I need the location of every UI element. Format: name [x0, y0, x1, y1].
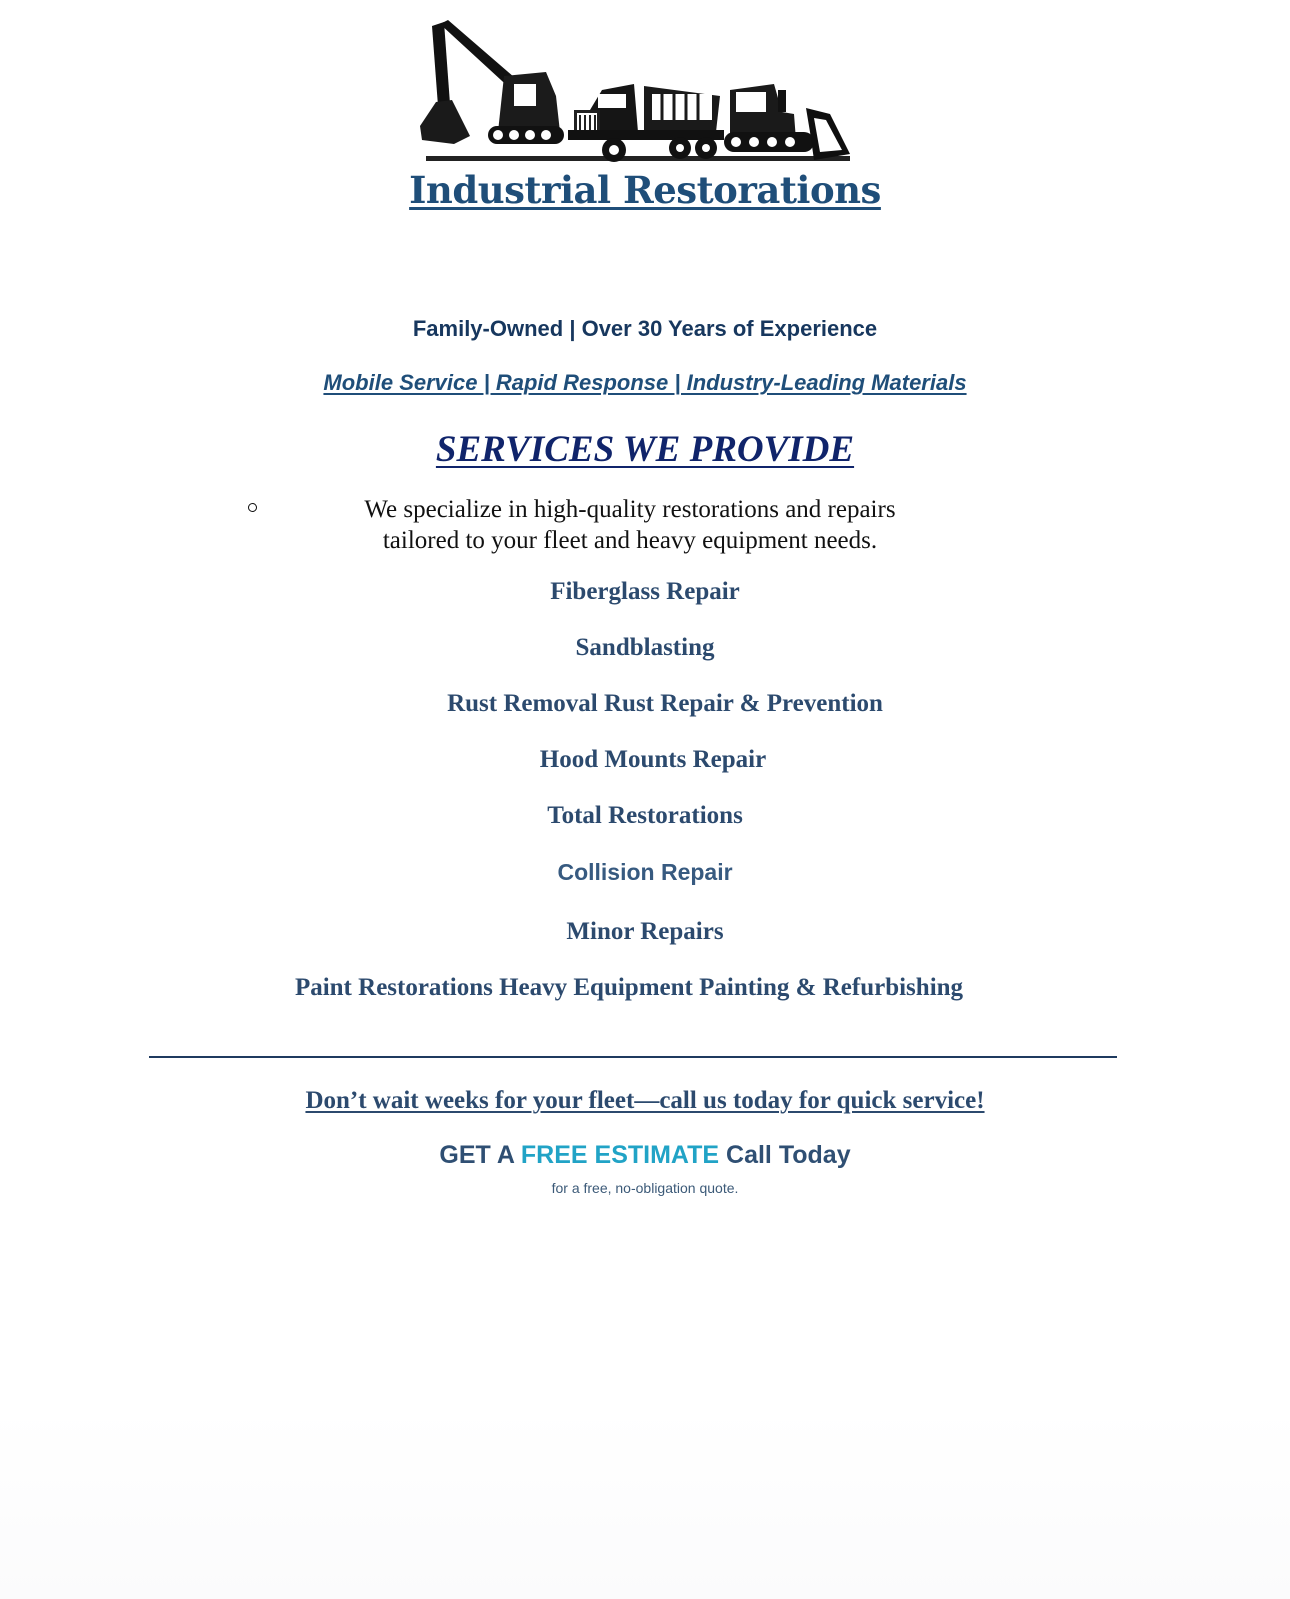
intro-line: tailored to your fleet and heavy equipment needs. [382, 527, 878, 554]
fineprint: for a free, no-obligation quote. [551, 1180, 739, 1196]
brand-title: Industrial Restorations [409, 168, 881, 212]
service-item: Fiberglass Repair [550, 578, 740, 605]
service-item: Collision Repair [557, 859, 733, 885]
estimate-suffix: Call Today [726, 1141, 851, 1169]
estimate-highlight: FREE ESTIMATE [520, 1141, 720, 1169]
service-item: Rust Removal Rust Repair & Prevention [447, 690, 883, 717]
estimate-prefix: GET A [439, 1141, 514, 1169]
tagline: Family-Owned | Over 30 Years of Experience [412, 316, 878, 341]
intro-paragraph [350, 494, 910, 556]
heavy-equipment-logo-icon [418, 14, 874, 170]
service-item: Paint Restorations Heavy Equipment Painting & Refurbishing [294, 974, 964, 1001]
service-item: Sandblasting [575, 634, 715, 661]
call-to-action: Don’t wait weeks for your fleet—call us today for quick service! [305, 1087, 985, 1114]
bullet-circle-icon [248, 503, 257, 512]
free-estimate-line [0, 1141, 1290, 1170]
features-line: Mobile Service | Rapid Response | Industry-Leading Materials [323, 370, 967, 395]
service-item: Hood Mounts Repair [539, 746, 767, 773]
service-item: Minor Repairs [566, 918, 724, 945]
section-title: SERVICES WE PROVIDE [435, 429, 855, 470]
divider-line [149, 1056, 1117, 1058]
intro-line: We specialize in high-quality restorations and repairs [364, 496, 896, 523]
service-item: Total Restorations [547, 802, 743, 829]
